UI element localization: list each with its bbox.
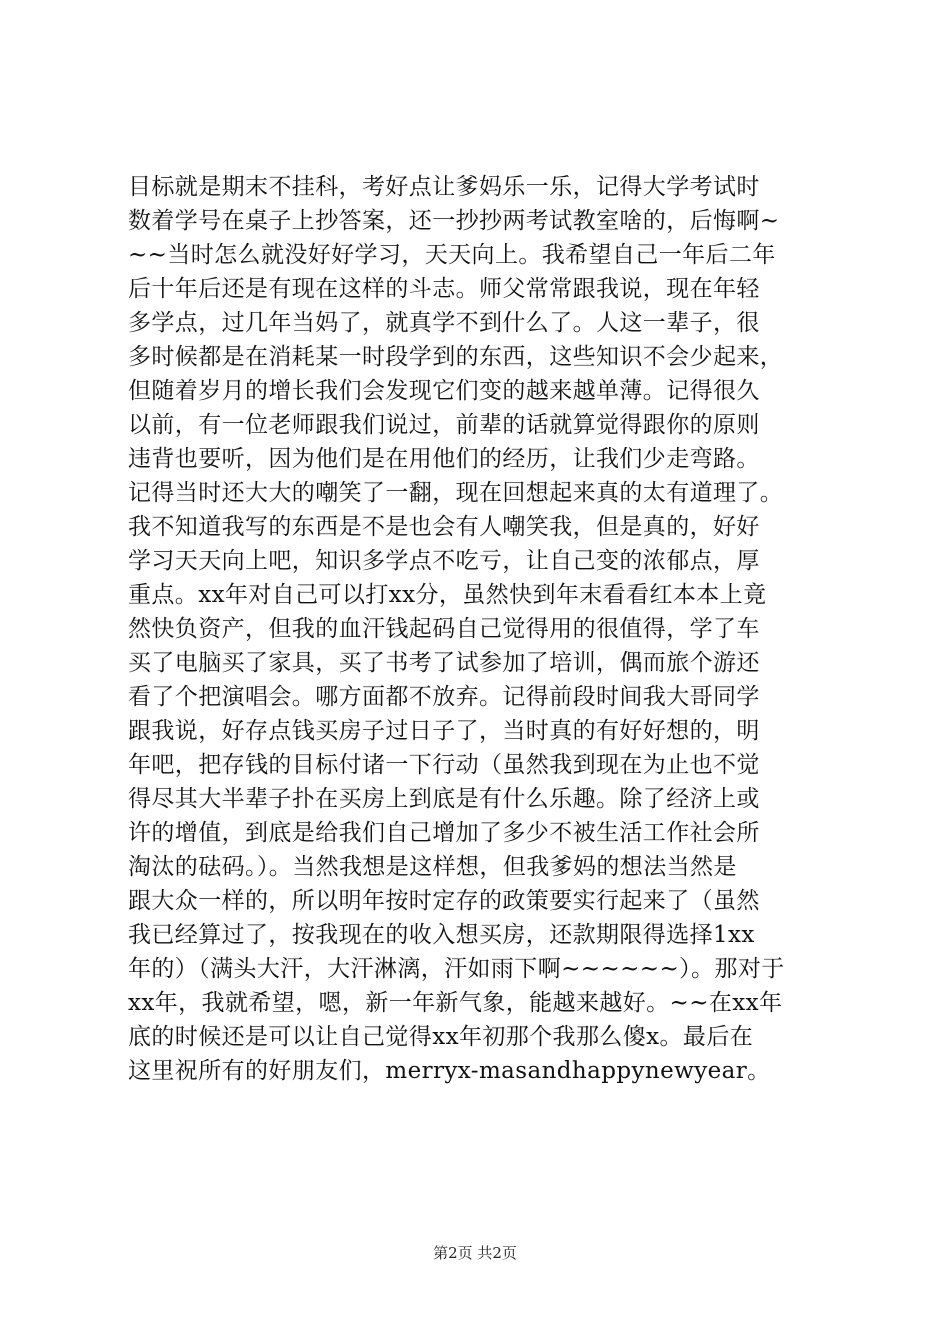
text-line: 跟大众一样的，所以明年按时定存的政策要实行起来了（虽然 bbox=[128, 888, 760, 914]
text-line: 得尽其大半辈子扑在买房上到底是有什么乐趣。除了经济上或 bbox=[128, 786, 760, 812]
text-line: 多时候都是在消耗某一时段学到的东西，这些知识不会少起来， bbox=[128, 344, 784, 370]
text-line: 淘汰的砝码。）。当然我想是这样想，但我爹妈的想法当然是 bbox=[128, 854, 737, 880]
text-line: ~~当时怎么就没好好学习，天天向上。我希望自己一年后二年 bbox=[128, 242, 776, 268]
body-text bbox=[128, 170, 848, 1088]
text-line: 跟我说，好存点钱买房子过日子了，当时真的有好好想的，明 bbox=[128, 718, 760, 744]
text-line: 年的）（满头大汗，大汗淋漓，汗如雨下啊~~~~~~）。那对于 bbox=[128, 956, 785, 982]
text-line: 这里祝所有的好朋友们，merryx-masandhappynewyear。 bbox=[128, 1058, 771, 1084]
page-number-footer: 第2页 共2页 bbox=[433, 1244, 517, 1262]
text-line: 年吧，把存钱的目标付诸一下行动（虽然我到现在为止也不觉 bbox=[128, 752, 760, 778]
text-line: 看了个把演唱会。哪方面都不放弃。记得前段时间我大哥同学 bbox=[128, 684, 760, 710]
text-line: 买了电脑买了家具，买了书考了试参加了培训，偶而旅个游还 bbox=[128, 650, 760, 676]
text-line: 底的时候还是可以让自己觉得xx年初那个我那么傻x。最后在 bbox=[128, 1024, 754, 1050]
text-line: 然快负资产，但我的血汗钱起码自己觉得用的很值得，学了车 bbox=[128, 616, 760, 642]
text-line: 目标就是期末不挂科，考好点让爹妈乐一乐，记得大学考试时 bbox=[128, 174, 760, 200]
text-line: 记得当时还大大的嘲笑了一翻，现在回想起来真的太有道理了。 bbox=[128, 480, 784, 506]
text-line: 学习天天向上吧，知识多学点不吃亏，让自己变的浓郁点，厚 bbox=[128, 548, 760, 574]
text-line: 我已经算过了，按我现在的收入想买房，还款期限得选择1xx bbox=[128, 922, 755, 948]
text-line: 多学点，过几年当妈了，就真学不到什么了。人这一辈子，很 bbox=[128, 310, 760, 336]
text-line: 后十年后还是有现在这样的斗志。师父常常跟我说，现在年轻 bbox=[128, 276, 760, 302]
text-line: 重点。xx年对自己可以打xx分，虽然快到年末看看红本本上竟 bbox=[128, 582, 767, 608]
text-line: 违背也要听，因为他们是在用他们的经历，让我们少走弯路。 bbox=[128, 446, 760, 472]
text-line: 许的增值，到底是给我们自己增加了多少不被生活工作社会所 bbox=[128, 820, 760, 846]
text-line: 但随着岁月的增长我们会发现它们变的越来越单薄。记得很久 bbox=[128, 378, 760, 404]
text-line: 我不知道我写的东西是不是也会有人嘲笑我，但是真的，好好 bbox=[128, 514, 760, 540]
text-line: xx年，我就希望，嗯，新一年新气象，能越来越好。~~在xx年 bbox=[128, 990, 783, 1016]
text-line: 以前，有一位老师跟我们说过，前辈的话就算觉得跟你的原则 bbox=[128, 412, 760, 438]
text-line: 数着学号在桌子上抄答案，还一抄抄两考试教室啥的，后悔啊~ bbox=[128, 208, 780, 234]
